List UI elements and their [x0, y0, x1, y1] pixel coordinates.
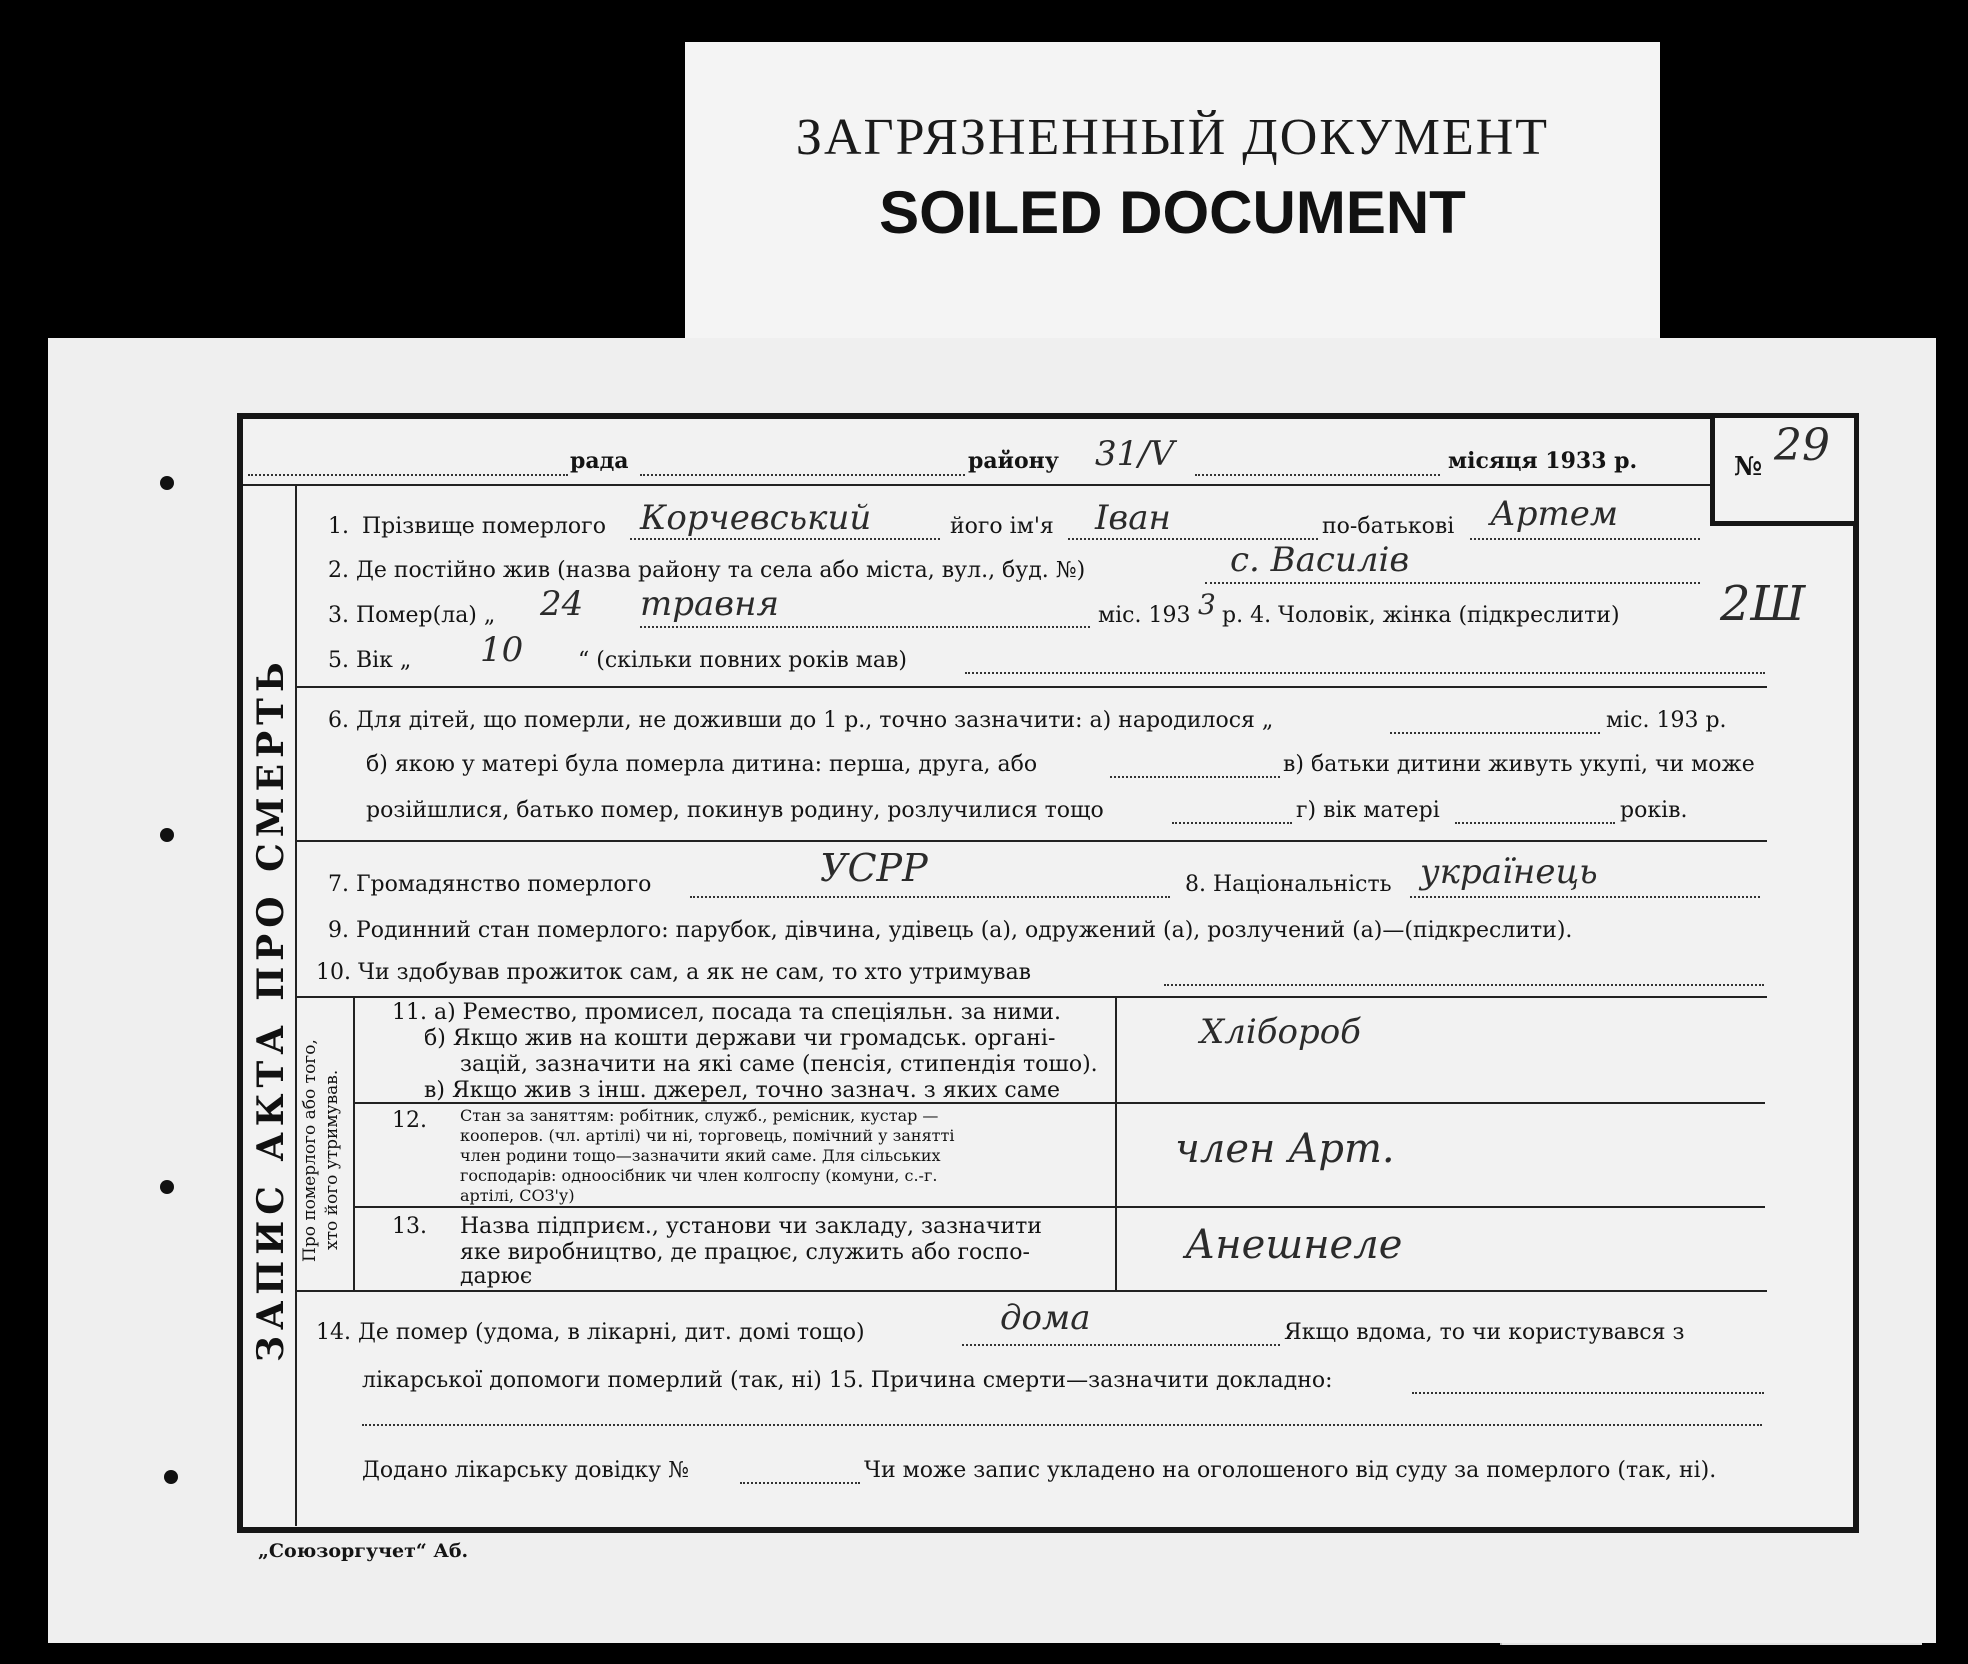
death-day-value: 24 — [540, 584, 584, 624]
family-status-value: член Арт. — [1175, 1126, 1395, 1172]
side-title: ЗАПИС АКТА ПРО СМЕРТЬ — [250, 656, 292, 1362]
name-value: Іван — [1095, 498, 1171, 538]
number-label: № — [1734, 452, 1763, 482]
infant-order-label: б) якою у матері була померла дитина: перша, друга, або — [366, 752, 1038, 777]
line-11a: 11. а) Ремество, промисел, посада та спеціяльн. за ними. — [392, 1000, 1061, 1025]
workplace-value: Анешнеле — [1185, 1222, 1403, 1268]
line-13b: яке виробництво, де працює, служить або госпо- — [460, 1240, 1030, 1265]
marital-status-label: 9. Родинний стан померлого: парубок, дівчина, удівець (а), одружений (а), розлучений (а)—(підкреслити). — [328, 918, 1573, 943]
line-12-number: 12. — [392, 1108, 427, 1133]
medical-help-label: Якщо вдома, то чи користувався з — [1284, 1320, 1685, 1345]
age-label: 5. Вік „ — [328, 648, 412, 673]
line-12d: господарів: одноосібник чи член колгоспу (комуни, с.-г. — [460, 1166, 938, 1185]
residence-value: с. Василів — [1230, 540, 1410, 580]
patronymic-label: по-батькові — [1322, 514, 1455, 539]
sex-mark: 2Ш — [1720, 576, 1806, 632]
date-handwritten: 31/V — [1095, 434, 1175, 474]
line-12c: член родини тощо—зазначити який саме. Для сільських — [460, 1146, 941, 1165]
record-number: 29 — [1774, 420, 1830, 471]
patronymic-value: Артем — [1490, 494, 1619, 534]
livelihood-label: 10. Чи здобував прожиток сам, а як не сам, то хто утримував — [316, 960, 1032, 985]
medical-certificate-label: Додано лікарську довідку № — [362, 1458, 689, 1483]
parents-label: в) батьки дитини живуть укупі, чи може — [1283, 752, 1755, 777]
line-13c: дарює — [460, 1264, 533, 1289]
cause-of-death-label: лікарської допомоги померлий (так, ні) 15. Причина смерти—зазначити докладно: — [362, 1368, 1333, 1393]
side-subtitle-2: хто його утримував. — [322, 1069, 342, 1250]
nationality-value: українець — [1420, 852, 1598, 892]
occupation-value: Хлібороб — [1200, 1012, 1361, 1052]
court-declared-label: Чи може запис укладено на оголошеного від суду за померлого (так, ні). — [864, 1458, 1717, 1483]
line-11c: зацій, зазначити на які саме (пенсія, стипендія тошо). — [460, 1052, 1098, 1077]
line-13-number: 13. — [392, 1214, 427, 1239]
surname-value: Корчевський — [640, 498, 872, 538]
age-value: 10 — [480, 630, 524, 670]
citizenship-value: УСРР — [820, 846, 928, 890]
name-label: його ім'я — [950, 514, 1054, 539]
banner-title-ru: ЗАГРЯЗНЕННЫЙ ДОКУМЕНТ — [795, 109, 1550, 166]
line-13a: Назва підприєм., установи чи закладу, зазначити — [460, 1214, 1042, 1239]
binder-hole — [164, 1470, 178, 1484]
citizenship-label: 7. Громадянство померлого — [328, 872, 652, 897]
line-12b: кооперов. (чл. артілі) чи ні, торговець, помічний у занятті — [460, 1126, 955, 1145]
death-date-label: 3. Помер(ла) „ — [328, 603, 496, 628]
line-11d: в) Якщо жив з інш. джерел, точно зазнач. з яких саме — [424, 1078, 1060, 1103]
binder-hole — [160, 476, 174, 490]
line-12a: Стан за заняттям: робітник, служб., ремісник, кустар — — [460, 1106, 939, 1125]
place-of-death-value: дома — [1000, 1298, 1091, 1338]
residence-label: 2. Де постійно жив (назва району та села або міста, вул., буд. №) — [328, 558, 1086, 583]
death-month-value: травня — [640, 584, 779, 624]
place-of-death-label: 14. Де помер (удома, в лікарні, дит. домі тощо) — [316, 1320, 865, 1345]
surname-label: Прізвище померлого — [362, 514, 606, 539]
years-label: років. — [1620, 798, 1688, 823]
infant-birth-month-label: міс. 193 р. — [1606, 708, 1727, 733]
age-note: “ (скільки повних років мав) — [578, 648, 908, 673]
binder-hole — [160, 1180, 174, 1194]
line-1-number: 1. — [328, 514, 349, 539]
line-12e: артілі, СОЗ'у) — [460, 1186, 575, 1205]
side-subtitle-1: Про померлого або того, — [300, 1039, 320, 1262]
month-label: місяця 1933 р. — [1448, 448, 1638, 474]
raion-label: району — [968, 448, 1059, 474]
death-year-label: міс. 193 — [1098, 603, 1191, 628]
rada-label: рада — [570, 448, 629, 474]
sex-label: р. 4. Чоловік, жінка (підкреслити) — [1222, 603, 1620, 628]
printer-mark: „Союзоргучет“ Аб. — [258, 1540, 469, 1562]
binder-hole — [160, 828, 174, 842]
mother-age-label: г) вік матері — [1296, 798, 1440, 823]
parents-status-label: розійшлися, батько помер, покинув родину, розлучилися тощо — [366, 798, 1104, 823]
banner-title-en: SOILED DOCUMENT — [879, 179, 1466, 246]
death-year-digit: 3 — [1198, 588, 1216, 621]
line-11b: б) Якщо жив на кошти держави чи громадськ. органі- — [424, 1026, 1056, 1051]
nationality-label: 8. Національність — [1185, 872, 1392, 897]
infant-birth-label: 6. Для дітей, що померли, не доживши до 1 р., точно зазначити: а) народилося „ — [328, 708, 1274, 733]
soiled-document-banner — [685, 42, 1660, 352]
